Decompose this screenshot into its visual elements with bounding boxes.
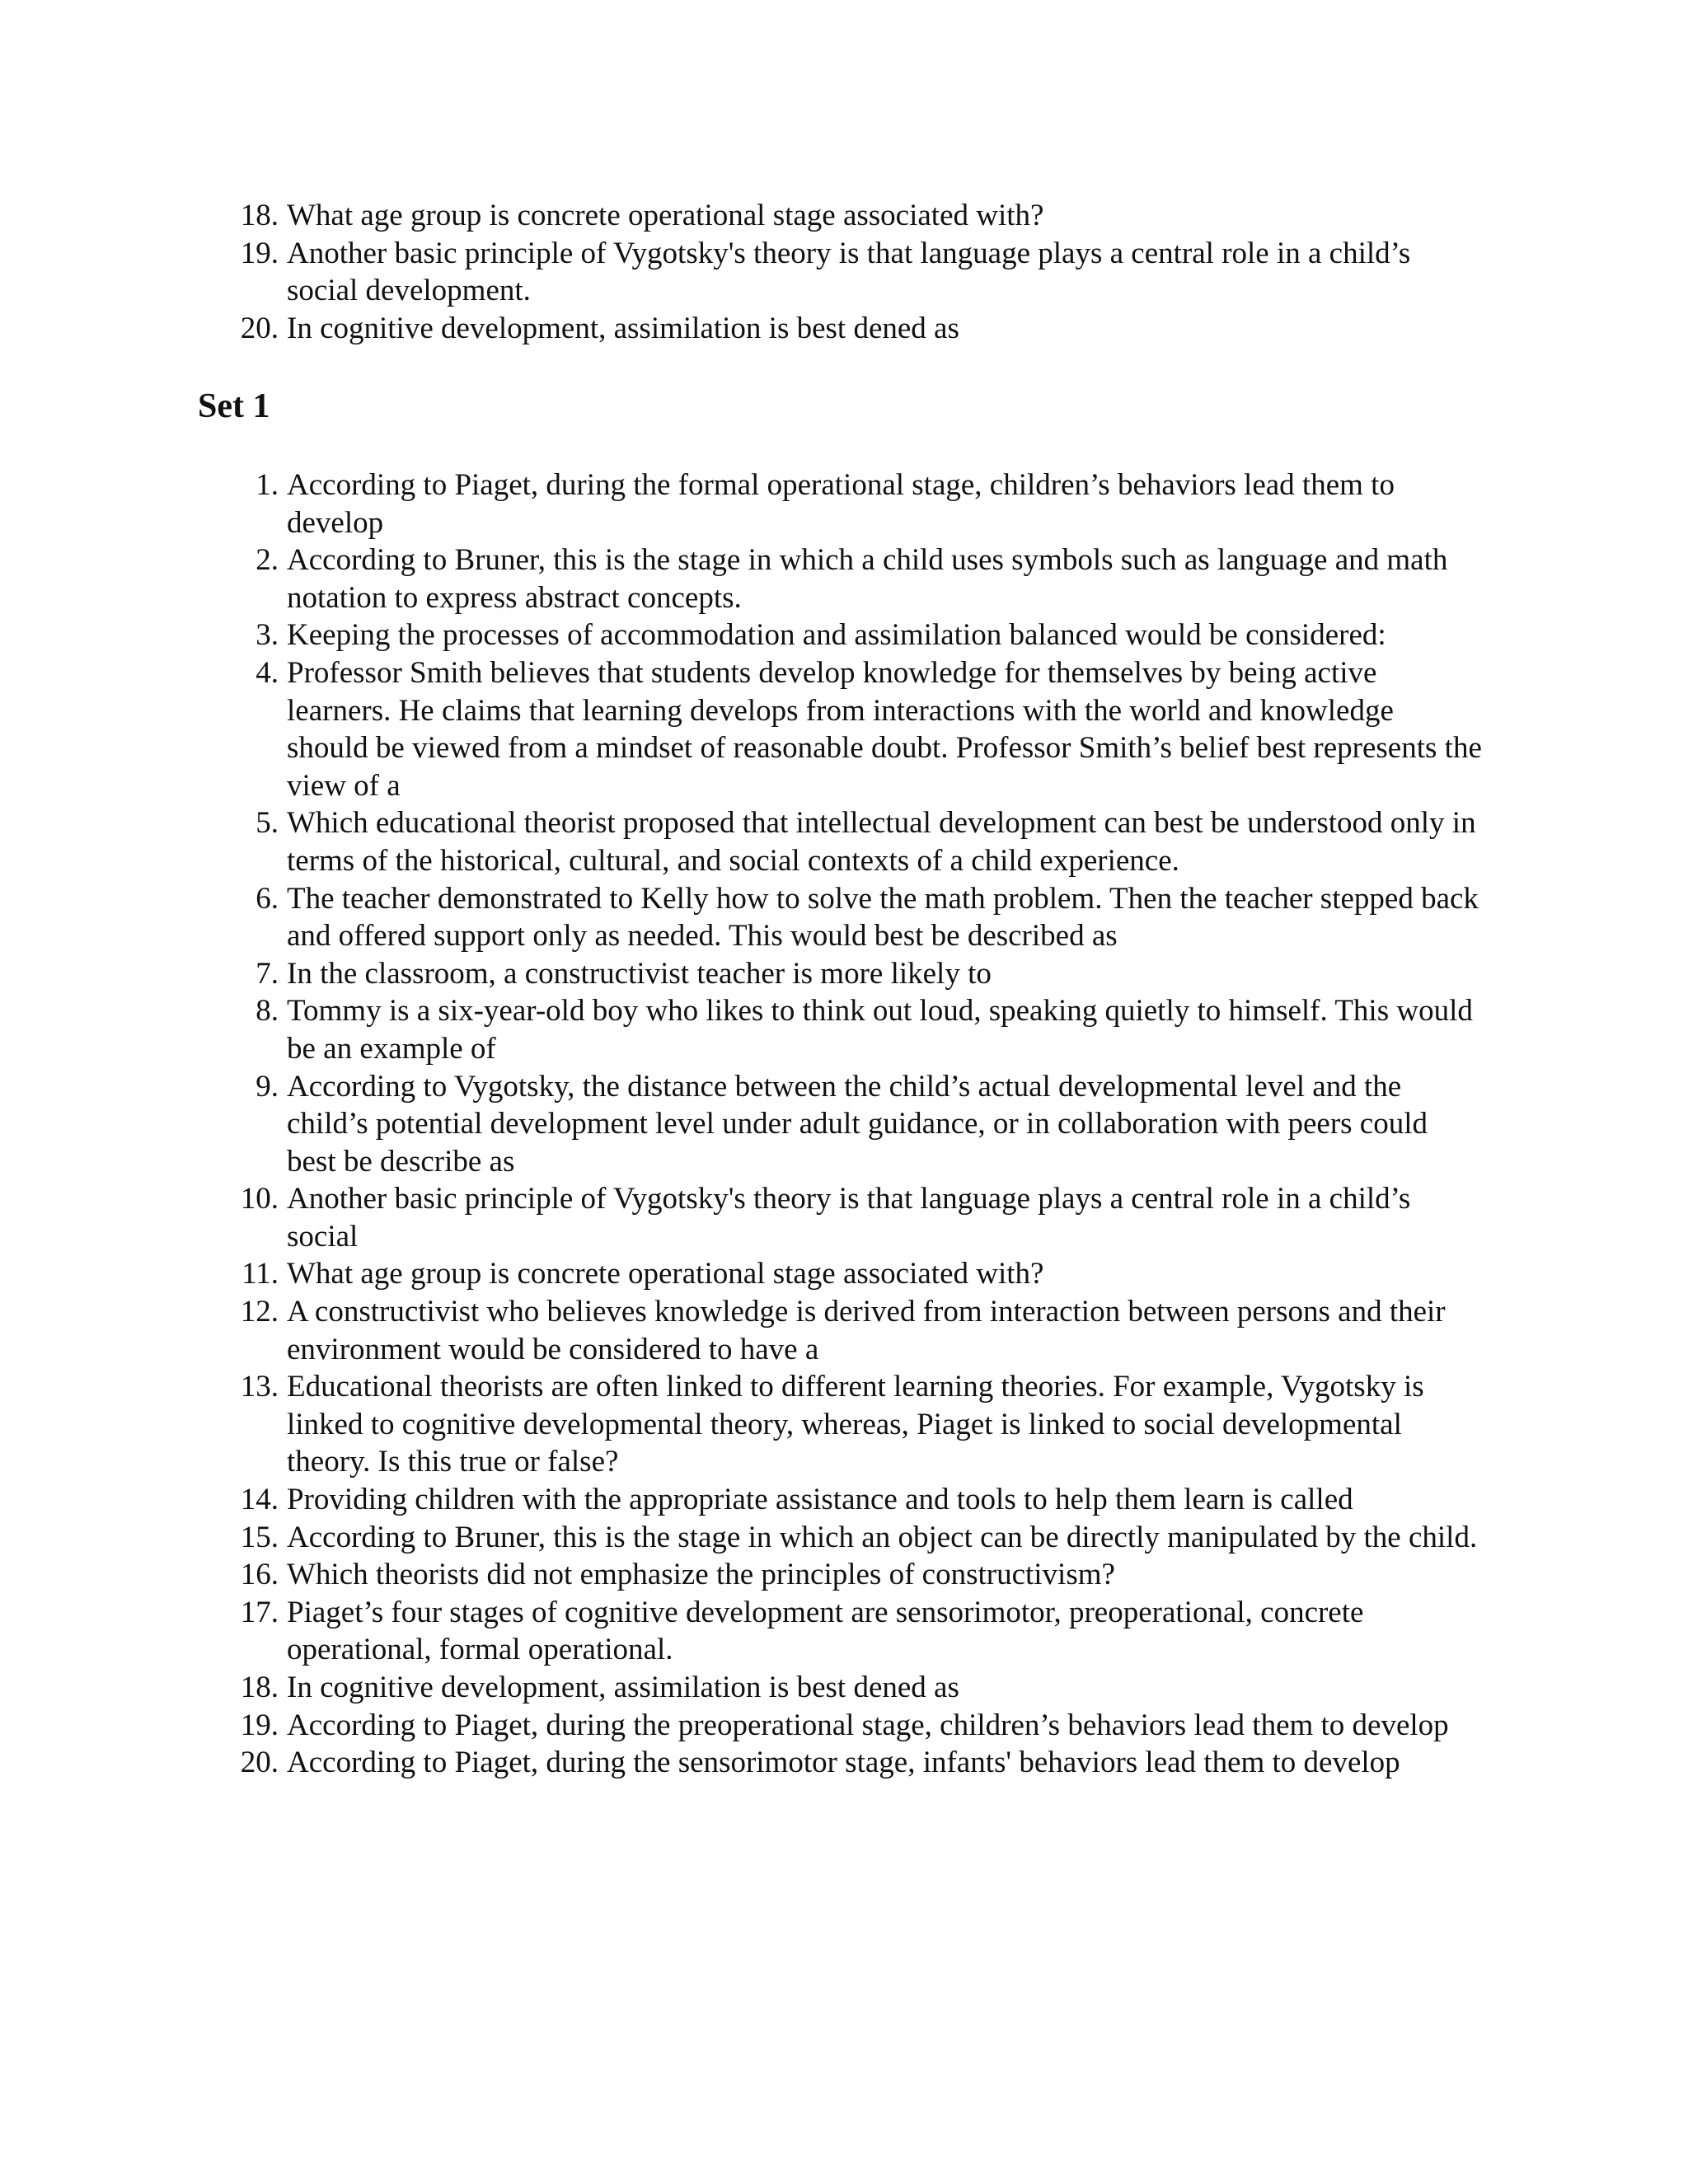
question-text: Professor Smith believes that students develop knowledge for themselves by being active learners. He claims that learning develops from interactions with the world and knowledge should be viewed from a mindset of reasonable doubt. Professor Smith’s belief best represents the view of a bbox=[287, 655, 1482, 803]
item-number: 8. bbox=[256, 994, 279, 1029]
question-text: What age group is concrete operational stage associated with? bbox=[287, 199, 1044, 232]
question-text: Another basic principle of Vygotsky's theory is that language plays a central role in a child’s social development. bbox=[287, 236, 1411, 308]
question-text: According to Piaget, during the sensorimotor stage, infants' behaviors lead them to develop bbox=[287, 1746, 1400, 1780]
item-number: 19. bbox=[240, 1708, 279, 1742]
list-item bbox=[0, 1293, 1482, 1368]
question-text: In cognitive development, assimilation is best dened as bbox=[287, 1671, 959, 1704]
list-item bbox=[0, 1180, 1482, 1255]
item-number: 15. bbox=[240, 1520, 279, 1554]
question-text: According to Piaget, during the preoperational stage, children’s behaviors lead them to develop bbox=[287, 1708, 1449, 1742]
question-text: Tommy is a six-year-old boy who likes to think out loud, speaking quietly to himself. This would be an example of bbox=[287, 994, 1473, 1066]
question-text: Another basic principle of Vygotsky's theory is that language plays a central role in a child’s social bbox=[287, 1182, 1411, 1254]
list-item bbox=[0, 541, 1482, 616]
list-item bbox=[0, 1255, 1482, 1293]
list-item bbox=[0, 654, 1482, 804]
item-number: 16. bbox=[240, 1558, 279, 1592]
list-item bbox=[0, 197, 1482, 235]
question-text: Which theorists did not emphasize the principles of constructivism? bbox=[287, 1558, 1115, 1592]
list-item bbox=[0, 1744, 1482, 1782]
list-item bbox=[0, 310, 1482, 348]
item-number: 18. bbox=[240, 1671, 279, 1704]
item-number: 14. bbox=[240, 1483, 279, 1517]
list-item bbox=[0, 235, 1482, 310]
list-item bbox=[0, 466, 1482, 541]
item-number: 1. bbox=[256, 468, 279, 502]
item-number: 2. bbox=[256, 543, 279, 578]
list-item bbox=[0, 1594, 1482, 1669]
item-number: 3. bbox=[256, 618, 279, 653]
item-number: 20. bbox=[240, 311, 279, 345]
question-text: Providing children with the appropriate assistance and tools to help them learn is called bbox=[287, 1483, 1353, 1517]
question-text: The teacher demonstrated to Kelly how to solve the math problem. Then the teacher stepped back and offered support only as needed. This would best be described as bbox=[287, 881, 1479, 954]
question-text: What age group is concrete operational stage associated with? bbox=[287, 1257, 1044, 1291]
item-number: 6. bbox=[256, 881, 279, 916]
item-number: 10. bbox=[240, 1182, 279, 1216]
question-text: According to Bruner, this is the stage in which a child uses symbols such as language and math notation to express abstract concepts. bbox=[287, 543, 1448, 615]
list-item bbox=[0, 880, 1482, 955]
item-number: 17. bbox=[240, 1595, 279, 1629]
item-number: 9. bbox=[256, 1069, 279, 1104]
list-item bbox=[0, 1368, 1482, 1481]
question-text: According to Bruner, this is the stage in which an object can be directly manipulated by the child. bbox=[287, 1520, 1478, 1554]
question-text: A constructivist who believes knowledge is derived from interaction between persons and their environment would be considered to have a bbox=[287, 1295, 1446, 1366]
list-item bbox=[0, 955, 1482, 993]
item-number: 19. bbox=[240, 236, 279, 270]
question-text: Piaget’s four stages of cognitive development are sensorimotor, preoperational, concrete operational, formal operational. bbox=[287, 1595, 1364, 1667]
list-item bbox=[0, 804, 1482, 879]
item-number: 4. bbox=[256, 655, 279, 690]
item-number: 11. bbox=[241, 1257, 279, 1291]
set-1-question-list bbox=[0, 466, 1482, 1782]
list-item bbox=[0, 616, 1482, 654]
list-item bbox=[0, 1481, 1482, 1519]
question-text: Educational theorists are often linked to different learning theories. For example, Vygotsky is linked to cognitive developmental theory, whereas, Piaget is linked to social developmental theory. Is this true or false? bbox=[287, 1370, 1424, 1479]
item-number: 12. bbox=[240, 1295, 279, 1329]
question-text: In cognitive development, assimilation is best dened as bbox=[287, 311, 959, 345]
list-item bbox=[0, 992, 1482, 1067]
item-number: 5. bbox=[256, 806, 279, 841]
list-item bbox=[0, 1556, 1482, 1594]
list-item bbox=[0, 1669, 1482, 1707]
item-number: 20. bbox=[240, 1746, 279, 1780]
continued-question-list bbox=[0, 197, 1482, 347]
question-text: Keeping the processes of accommodation and assimilation balanced would be considered: bbox=[287, 618, 1386, 653]
question-text: According to Vygotsky, the distance between the child’s actual developmental level and the child’s potential development level under adult guidance, or in collaboration with peers could best be describe as bbox=[287, 1069, 1428, 1179]
list-item bbox=[0, 1068, 1482, 1181]
question-text: Which educational theorist proposed that intellectual development can best be understood only in terms of the historical, cultural, and social contexts of a child experience. bbox=[287, 806, 1476, 878]
list-item bbox=[0, 1519, 1482, 1557]
item-number: 13. bbox=[240, 1370, 279, 1404]
question-text: According to Piaget, during the formal operational stage, children’s behaviors lead them to develop bbox=[287, 468, 1395, 540]
question-text: In the classroom, a constructivist teacher is more likely to bbox=[287, 956, 992, 991]
section-heading-set-1: Set 1 bbox=[198, 387, 270, 425]
list-item bbox=[0, 1707, 1482, 1745]
item-number: 7. bbox=[256, 956, 279, 991]
item-number: 18. bbox=[240, 199, 279, 232]
